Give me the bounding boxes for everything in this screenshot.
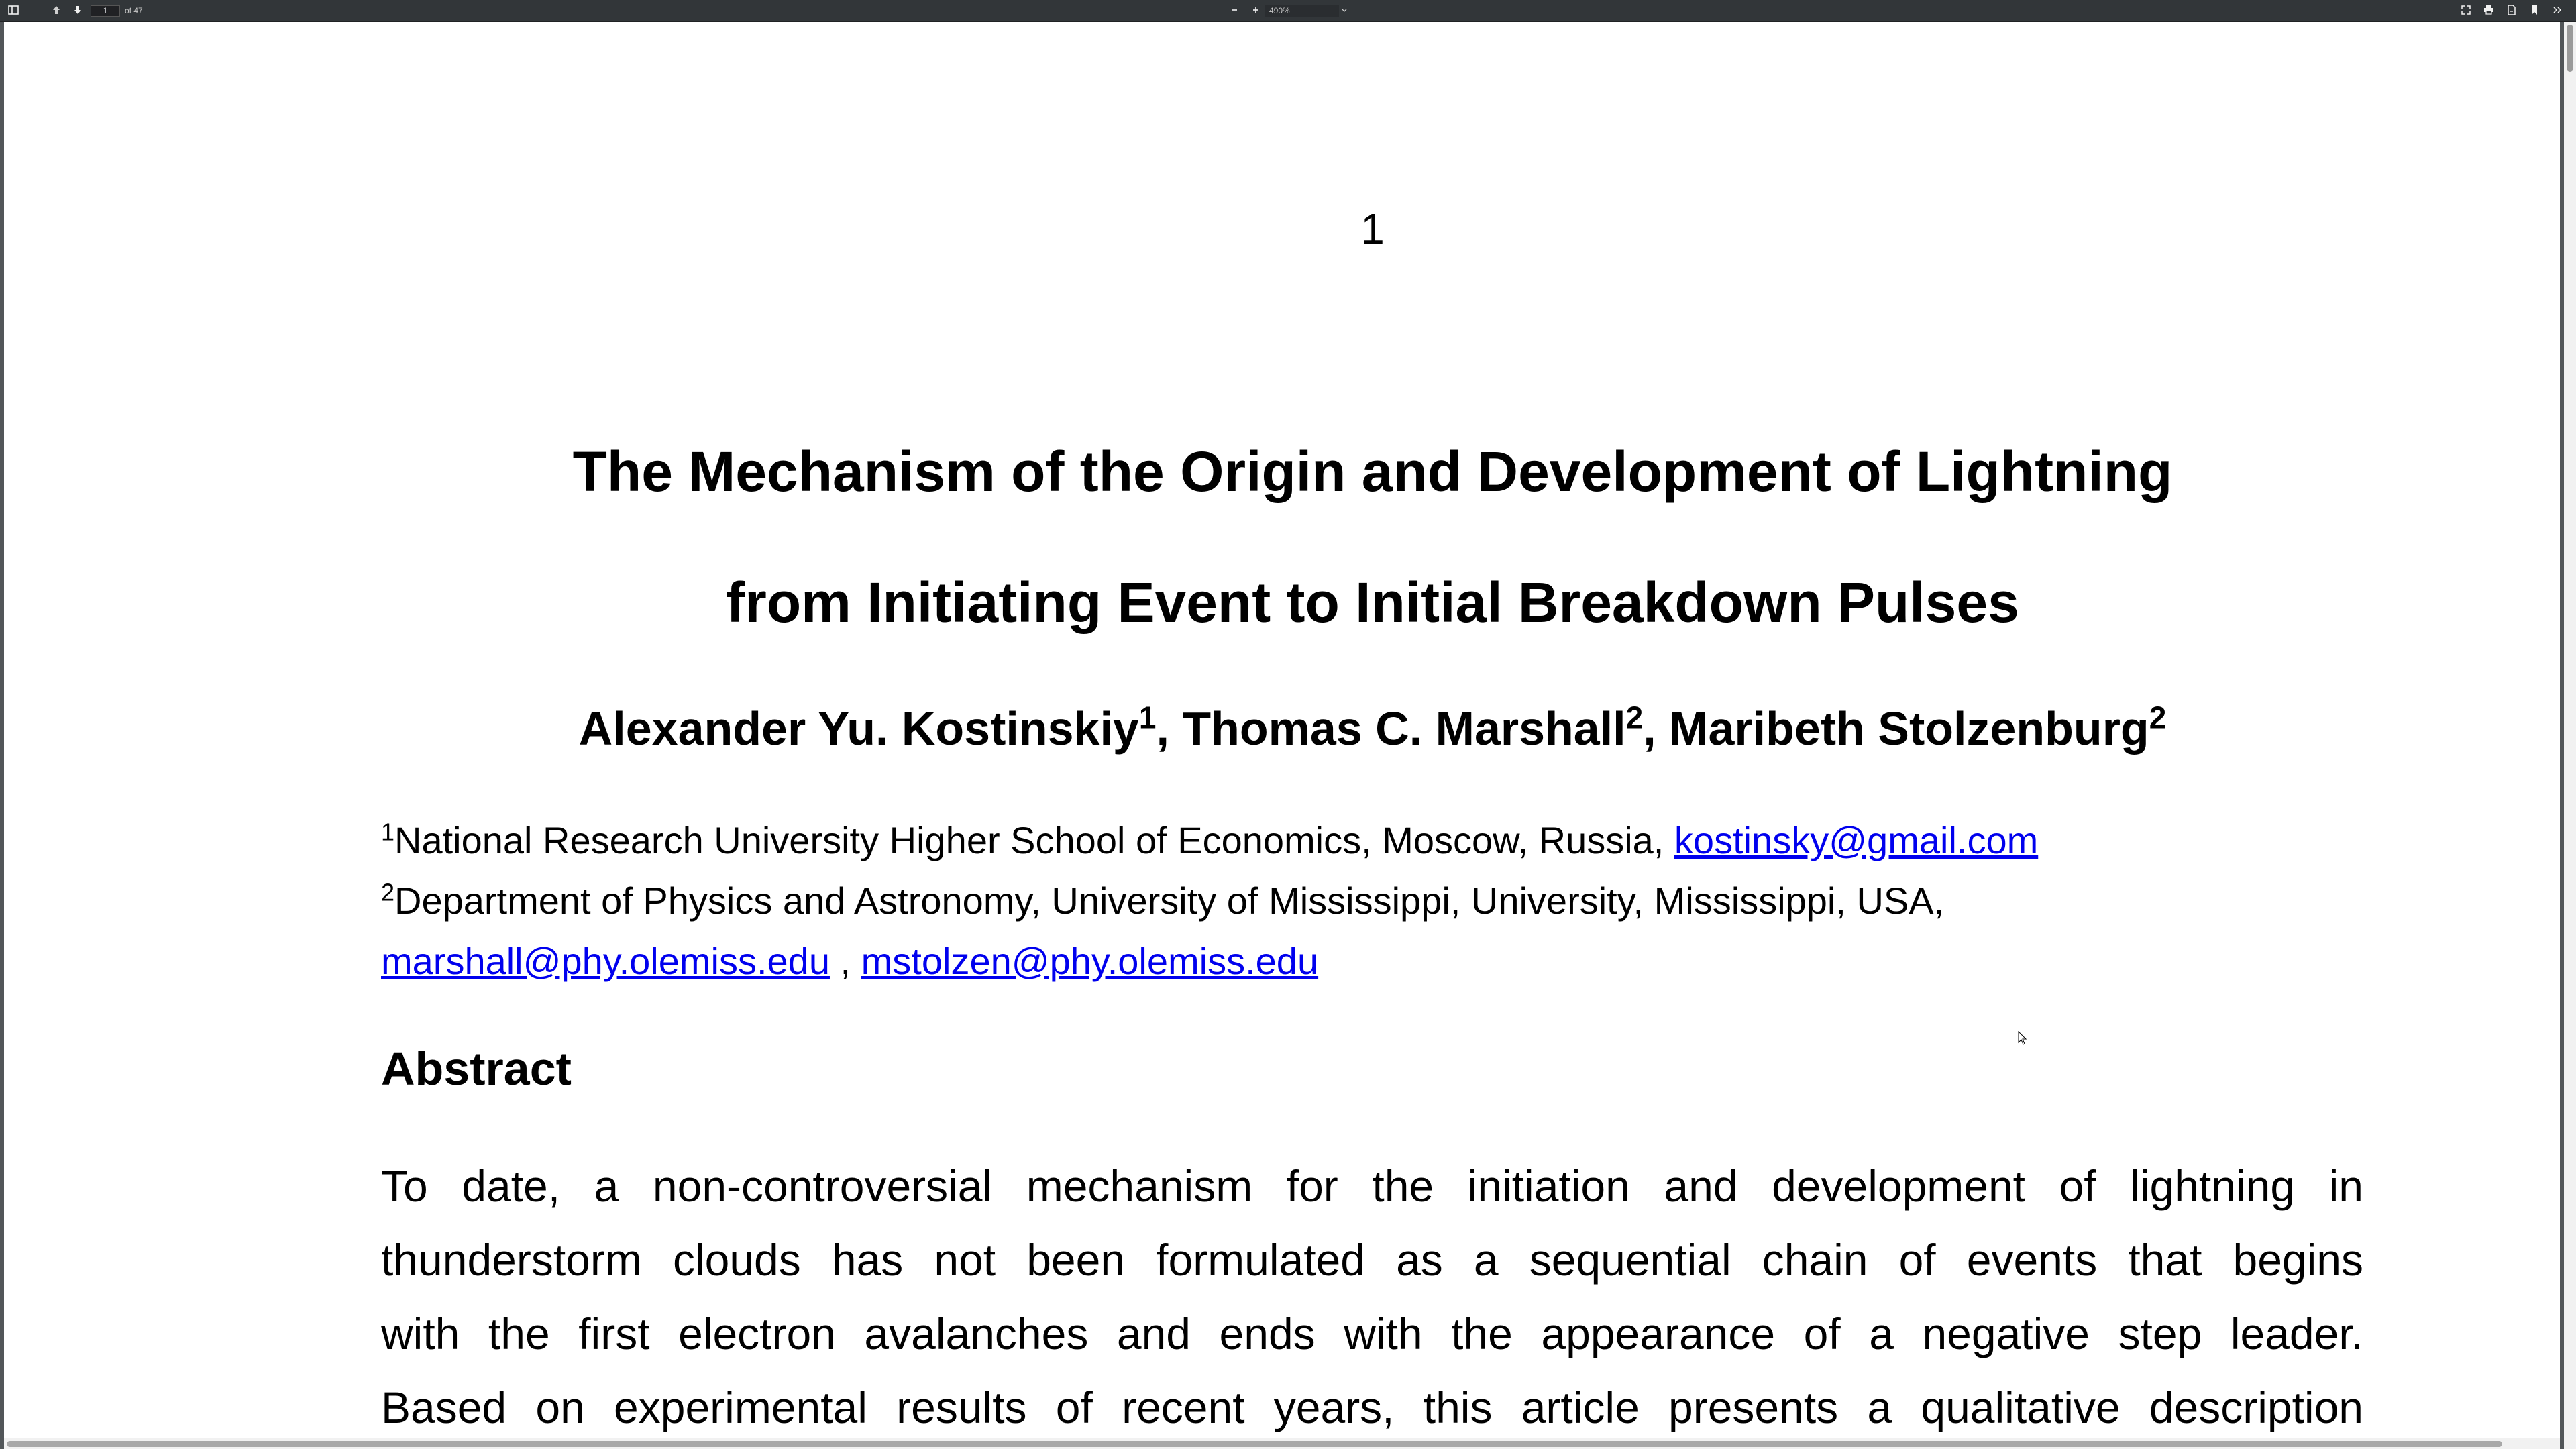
- mouse-cursor-icon: [2018, 1031, 2027, 1046]
- plus-icon[interactable]: [1248, 4, 1264, 18]
- minus-icon[interactable]: [1226, 4, 1242, 18]
- affiliation-1: [381, 814, 2038, 867]
- chevron-down-icon[interactable]: [1340, 4, 1348, 18]
- author-affiliation-mark: 2: [2149, 700, 2167, 735]
- paper-title-line-2: from Initiating Event to Initial Breakdown Pulses: [726, 571, 2019, 634]
- author-name: Maribeth Stolzenburg: [1669, 702, 2149, 755]
- affiliation-mark: 1: [381, 818, 395, 846]
- author-affiliation-mark: 2: [1625, 700, 1644, 735]
- pdf-viewer[interactable]: [0, 22, 2576, 1449]
- affiliation-2: [381, 874, 1944, 928]
- sidebar-toggle-icon[interactable]: [5, 4, 21, 18]
- email-separator: ,: [829, 940, 861, 982]
- vertical-scrollbar[interactable]: [2564, 22, 2576, 1449]
- page-number: 1: [1360, 205, 1385, 253]
- paper-title-line-1: The Mechanism of the Origin and Development of Lightning: [572, 440, 2173, 503]
- affiliation-text: National Research University Higher School of Economics, Moscow, Russia,: [394, 819, 1674, 861]
- author-name: Thomas C. Marshall: [1182, 702, 1626, 755]
- abstract-heading: Abstract: [381, 1042, 572, 1095]
- print-icon[interactable]: [2481, 4, 2497, 18]
- email-link[interactable]: kostinsky@gmail.com: [1674, 819, 2039, 861]
- arrow-down-icon[interactable]: [70, 4, 86, 18]
- abstract-text-line: thunderstorm clouds has not been formulated as a sequential chain of events that begins: [381, 1235, 2363, 1285]
- pdf-page: [4, 22, 2560, 1439]
- arrow-up-icon[interactable]: [48, 4, 64, 18]
- more-tools-icon[interactable]: [2549, 4, 2565, 18]
- abstract-text-line: Based on experimental results of recent years, this article presents a qualitative description: [381, 1383, 2363, 1432]
- page-number-input[interactable]: [91, 5, 120, 17]
- affiliation-mark: 2: [381, 878, 395, 906]
- fullscreen-icon[interactable]: [2458, 4, 2474, 18]
- pdf-toolbar: [0, 0, 2576, 22]
- download-icon[interactable]: [2504, 4, 2520, 18]
- abstract-text-line: To date, a non-controversial mechanism for the initiation and development of lightning in: [381, 1161, 2363, 1211]
- vertical-scrollbar-thumb[interactable]: [2567, 25, 2573, 72]
- zoom-level-select[interactable]: 490%: [1265, 5, 1339, 17]
- horizontal-scrollbar-thumb[interactable]: [7, 1441, 2502, 1447]
- affiliation-text: Department of Physics and Astronomy, University of Mississippi, University, Mississippi, USA,: [394, 879, 1945, 922]
- page-total-label: of 47: [125, 6, 143, 15]
- affiliation-2-emails: [381, 934, 1318, 988]
- bookmark-icon[interactable]: [2526, 4, 2542, 18]
- author-affiliation-mark: 1: [1138, 700, 1157, 735]
- email-link[interactable]: marshall@phy.olemiss.edu: [381, 940, 830, 982]
- email-link[interactable]: mstolzen@phy.olemiss.edu: [861, 940, 1319, 982]
- abstract-text-line: with the first electron avalanches and ends with the appearance of a negative step leader.: [381, 1309, 2363, 1358]
- author-name: Alexander Yu. Kostinskiy: [578, 702, 1139, 755]
- author-list: Alexander Yu. Kostinskiy$^1$, Thomas C. Marshall$^2$, Maribeth Stolzenburg$^2$: [578, 700, 2167, 755]
- horizontal-scrollbar[interactable]: [4, 1438, 2560, 1449]
